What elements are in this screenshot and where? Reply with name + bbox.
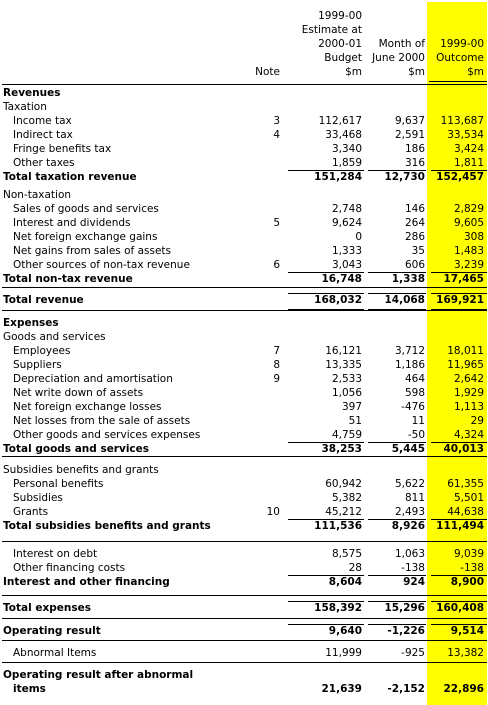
cell-outcome: 17,465 bbox=[443, 273, 484, 285]
cell-outcome: 1,483 bbox=[453, 245, 484, 257]
cell-june: 286 bbox=[404, 231, 425, 243]
cell-budget: 3,043 bbox=[331, 259, 362, 271]
cell-budget: 51 bbox=[348, 415, 362, 427]
cell-june: 15,296 bbox=[384, 602, 425, 614]
row-label-total-goods-and-services: Total goods and services bbox=[3, 443, 150, 455]
row-label-grants: Grants bbox=[13, 506, 49, 518]
header-budget-line: $m bbox=[345, 66, 362, 78]
cell-budget: 1,333 bbox=[331, 245, 362, 257]
cell-outcome: 160,408 bbox=[436, 602, 484, 614]
cell-budget: 2,533 bbox=[331, 373, 362, 385]
cell-outcome: 29 bbox=[470, 415, 484, 427]
cell-budget: 151,284 bbox=[314, 171, 362, 183]
total-rule bbox=[368, 575, 426, 576]
total-rule bbox=[288, 624, 364, 625]
total-rule bbox=[288, 519, 364, 520]
total-rule bbox=[431, 575, 487, 576]
row-label-other-sources-of-non-tax-revenue: Other sources of non-tax revenue bbox=[13, 259, 190, 271]
row-label-net-gains-from-sales-of-assets: Net gains from sales of assets bbox=[13, 245, 171, 257]
row-label-sales-of-goods-and-services: Sales of goods and services bbox=[13, 203, 159, 215]
cell-outcome: 5,501 bbox=[453, 492, 484, 504]
row-note: 8 bbox=[273, 359, 280, 371]
cell-june: 146 bbox=[404, 203, 425, 215]
total-rule bbox=[431, 601, 487, 602]
cell-outcome: 111,494 bbox=[436, 520, 484, 532]
cell-outcome: 13,382 bbox=[447, 647, 484, 659]
row-note: 6 bbox=[273, 259, 280, 271]
cell-june: 3,712 bbox=[394, 345, 425, 357]
cell-outcome: 2,829 bbox=[453, 203, 484, 215]
row-label-non-taxation: Non-taxation bbox=[3, 189, 72, 201]
cell-outcome: 308 bbox=[463, 231, 484, 243]
cell-june: 5,445 bbox=[391, 443, 425, 455]
row-note: 3 bbox=[273, 115, 280, 127]
cell-june: 264 bbox=[404, 217, 425, 229]
cell-june: 598 bbox=[404, 387, 425, 399]
cell-june: 35 bbox=[411, 245, 425, 257]
total-rule bbox=[288, 170, 364, 171]
cell-outcome: 2,642 bbox=[453, 373, 484, 385]
cell-june: -50 bbox=[407, 429, 425, 441]
cell-budget: 158,392 bbox=[314, 602, 362, 614]
cell-budget: 5,382 bbox=[331, 492, 362, 504]
row-label-operating-result: Operating result bbox=[3, 625, 101, 637]
cell-june: 1,063 bbox=[394, 548, 425, 560]
cell-june: 14,068 bbox=[384, 294, 425, 306]
cell-outcome: 40,013 bbox=[443, 443, 484, 455]
total-rule bbox=[368, 442, 426, 443]
row-label-employees: Employees bbox=[13, 345, 71, 357]
cell-june: 811 bbox=[404, 492, 425, 504]
header-note-line: Note bbox=[255, 66, 280, 78]
row-note: 5 bbox=[273, 217, 280, 229]
row-label-subsidies-benefits-and-grants: Subsidies benefits and grants bbox=[3, 464, 159, 476]
cell-outcome: 9,605 bbox=[453, 217, 484, 229]
cell-budget: 45,212 bbox=[325, 506, 362, 518]
section-separator bbox=[2, 618, 487, 619]
row-label-indirect-tax: Indirect tax bbox=[13, 129, 73, 141]
cell-june: 2,493 bbox=[394, 506, 425, 518]
cell-budget: 9,640 bbox=[328, 625, 362, 637]
cell-outcome: 1,929 bbox=[453, 387, 484, 399]
cell-outcome: 44,638 bbox=[447, 506, 484, 518]
header-budget-line: 2000-01 bbox=[318, 38, 362, 50]
cell-budget: 168,032 bbox=[314, 294, 362, 306]
cell-budget: 16,121 bbox=[325, 345, 362, 357]
cell-budget: 111,536 bbox=[314, 520, 362, 532]
header-outcome-line: $m bbox=[467, 66, 484, 78]
total-rule bbox=[431, 293, 487, 294]
cell-june: -2,152 bbox=[387, 683, 425, 695]
cell-outcome: 4,324 bbox=[453, 429, 484, 441]
total-rule bbox=[288, 601, 364, 602]
row-label-items: items bbox=[13, 683, 46, 695]
total-rule bbox=[368, 624, 426, 625]
cell-outcome: 22,896 bbox=[443, 683, 484, 695]
total-rule bbox=[288, 442, 364, 443]
cell-budget: 33,468 bbox=[325, 129, 362, 141]
section-separator bbox=[2, 541, 487, 542]
row-note: 7 bbox=[273, 345, 280, 357]
header-june-line: Month of bbox=[378, 38, 425, 50]
cell-june: 606 bbox=[404, 259, 425, 271]
cell-budget: 8,604 bbox=[328, 576, 362, 588]
cell-budget: 112,617 bbox=[318, 115, 362, 127]
header-outcome-line: Outcome bbox=[436, 52, 484, 64]
total-rule bbox=[431, 170, 487, 171]
cell-outcome: 1,811 bbox=[453, 157, 484, 169]
cell-budget: 16,748 bbox=[321, 273, 362, 285]
row-label-net-losses-from-the-sale-of-assets: Net losses from the sale of assets bbox=[13, 415, 191, 427]
cell-june: 186 bbox=[404, 143, 425, 155]
cell-outcome: 3,239 bbox=[453, 259, 484, 271]
total-rule bbox=[368, 293, 426, 294]
cell-outcome: 9,514 bbox=[450, 625, 484, 637]
cell-june: 1,186 bbox=[394, 359, 425, 371]
cell-june: -925 bbox=[401, 647, 425, 659]
row-label-total-revenue: Total revenue bbox=[3, 294, 84, 306]
cell-june: -476 bbox=[401, 401, 425, 413]
cell-june: 12,730 bbox=[384, 171, 425, 183]
cell-june: -1,226 bbox=[387, 625, 425, 637]
row-label-operating-result-after-abnormal: Operating result after abnormal bbox=[3, 669, 194, 681]
row-label-depreciation-and-amortisation: Depreciation and amortisation bbox=[13, 373, 173, 385]
section-separator bbox=[2, 84, 487, 85]
row-label-goods-and-services: Goods and services bbox=[3, 331, 106, 343]
header-rule-outcome bbox=[429, 81, 487, 82]
row-label-net-write-down-of-assets: Net write down of assets bbox=[13, 387, 144, 399]
cell-outcome: 33,534 bbox=[447, 129, 484, 141]
row-label-taxation: Taxation bbox=[3, 101, 47, 113]
section-separator bbox=[2, 310, 487, 311]
cell-june: 11 bbox=[411, 415, 425, 427]
cell-budget: 38,253 bbox=[321, 443, 362, 455]
row-label-suppliers: Suppliers bbox=[13, 359, 62, 371]
cell-outcome: 8,900 bbox=[450, 576, 484, 588]
cell-outcome: 1,113 bbox=[453, 401, 484, 413]
cell-june: 9,637 bbox=[394, 115, 425, 127]
cell-outcome: 18,011 bbox=[447, 345, 484, 357]
cell-budget: 28 bbox=[348, 562, 362, 574]
cell-budget: 1,859 bbox=[331, 157, 362, 169]
double-rule bbox=[288, 309, 364, 310]
total-rule bbox=[431, 272, 487, 273]
cell-outcome: 3,424 bbox=[453, 143, 484, 155]
row-label-subsidies: Subsidies bbox=[13, 492, 63, 504]
cell-budget: 21,639 bbox=[321, 683, 362, 695]
cell-june: 924 bbox=[403, 576, 425, 588]
double-rule bbox=[368, 309, 426, 310]
section-separator bbox=[2, 640, 487, 641]
cell-budget: 1,056 bbox=[331, 387, 362, 399]
row-label-abnormal-items: Abnormal Items bbox=[13, 647, 97, 659]
row-label-expenses: Expenses bbox=[3, 317, 59, 329]
row-label-revenues: Revenues bbox=[3, 87, 61, 99]
section-separator bbox=[2, 662, 487, 663]
section-separator bbox=[2, 595, 487, 596]
row-label-other-goods-and-services-expenses: Other goods and services expenses bbox=[13, 429, 201, 441]
cell-outcome: 9,039 bbox=[453, 548, 484, 560]
row-label-other-financing-costs: Other financing costs bbox=[13, 562, 126, 574]
total-rule bbox=[431, 519, 487, 520]
cell-outcome: 152,457 bbox=[436, 171, 484, 183]
row-note: 9 bbox=[273, 373, 280, 385]
cell-outcome: 169,921 bbox=[436, 294, 484, 306]
cell-june: 1,338 bbox=[391, 273, 425, 285]
cell-budget: 2,748 bbox=[331, 203, 362, 215]
cell-budget: 3,340 bbox=[331, 143, 362, 155]
total-rule bbox=[288, 272, 364, 273]
section-separator bbox=[2, 456, 487, 457]
cell-budget: 4,759 bbox=[331, 429, 362, 441]
cell-outcome: 61,355 bbox=[447, 478, 484, 490]
cell-outcome: 11,965 bbox=[447, 359, 484, 371]
row-label-personal-benefits: Personal benefits bbox=[13, 478, 104, 490]
row-label-net-foreign-exchange-losses: Net foreign exchange losses bbox=[13, 401, 162, 413]
row-label-net-foreign-exchange-gains: Net foreign exchange gains bbox=[13, 231, 158, 243]
section-separator bbox=[2, 287, 487, 288]
cell-june: 464 bbox=[404, 373, 425, 385]
row-label-other-taxes: Other taxes bbox=[13, 157, 75, 169]
cell-outcome: 113,687 bbox=[440, 115, 484, 127]
header-budget-line: Budget bbox=[324, 52, 362, 64]
cell-budget: 60,942 bbox=[325, 478, 362, 490]
cell-budget: 9,624 bbox=[331, 217, 362, 229]
header-budget-line: Estimate at bbox=[301, 24, 362, 36]
row-label-total-subsidies-benefits-and-grants: Total subsidies benefits and grants bbox=[3, 520, 211, 532]
header-june-line: $m bbox=[408, 66, 425, 78]
row-note: 4 bbox=[273, 129, 280, 141]
row-label-total-non-tax-revenue: Total non-tax revenue bbox=[3, 273, 133, 285]
cell-june: 316 bbox=[404, 157, 425, 169]
cell-june: 5,622 bbox=[394, 478, 425, 490]
cell-budget: 397 bbox=[341, 401, 362, 413]
row-label-interest-and-other-financing: Interest and other financing bbox=[3, 576, 170, 588]
double-rule bbox=[431, 309, 487, 310]
cell-june: -138 bbox=[401, 562, 425, 574]
total-rule bbox=[368, 170, 426, 171]
total-rule bbox=[431, 624, 487, 625]
total-rule bbox=[431, 442, 487, 443]
cell-budget: 8,575 bbox=[331, 548, 362, 560]
row-label-total-taxation-revenue: Total taxation revenue bbox=[3, 171, 137, 183]
total-rule bbox=[368, 601, 426, 602]
header-budget-line: 1999-00 bbox=[318, 10, 362, 22]
total-rule bbox=[368, 272, 426, 273]
row-label-interest-on-debt: Interest on debt bbox=[13, 548, 98, 560]
header-june-line: June 2000 bbox=[372, 52, 425, 64]
cell-june: 8,926 bbox=[391, 520, 425, 532]
row-label-income-tax: Income tax bbox=[13, 115, 72, 127]
row-note: 10 bbox=[266, 506, 280, 518]
header-outcome-line: 1999-00 bbox=[440, 38, 484, 50]
row-label-interest-and-dividends: Interest and dividends bbox=[13, 217, 131, 229]
total-rule bbox=[368, 519, 426, 520]
total-rule bbox=[288, 575, 364, 576]
total-rule bbox=[288, 293, 364, 294]
cell-june: 2,591 bbox=[394, 129, 425, 141]
cell-budget: 13,335 bbox=[325, 359, 362, 371]
cell-budget: 11,999 bbox=[325, 647, 362, 659]
cell-budget: 0 bbox=[355, 231, 362, 243]
row-label-total-expenses: Total expenses bbox=[3, 602, 91, 614]
row-label-fringe-benefits-tax: Fringe benefits tax bbox=[13, 143, 112, 155]
cell-outcome: -138 bbox=[460, 562, 484, 574]
